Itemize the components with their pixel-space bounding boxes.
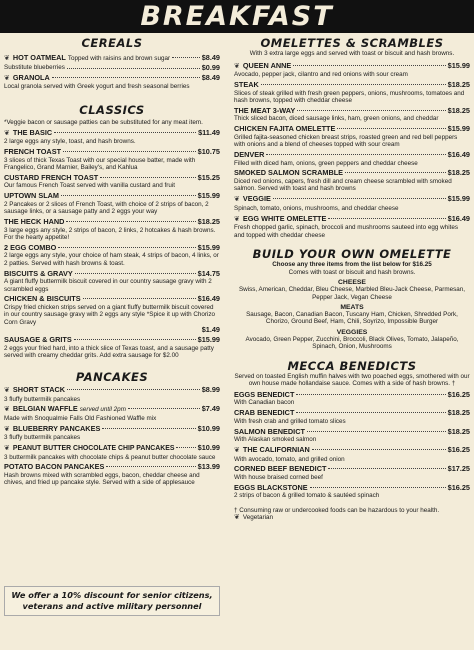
item-name: CHICKEN & BISCUITS [4,294,81,304]
leader-dots [128,408,200,409]
item-desc: 2 large eggs any style, your choice of ham steak, 4 strips of bacon, 4 links, or 2 patties. Served with hash browns & toast. [4,252,219,267]
item-name: CHICKEN FAJITA OMELETTE [234,124,336,134]
item-name: CRAB BENEDICT [234,408,295,418]
byo-group-title: MEATS [340,303,364,311]
leaf-icon: ❦ [234,514,240,522]
leaf-icon: ❦ [4,129,10,137]
discount-line-2: veterans and active military personnel [22,600,202,611]
item-price: $15.25 [197,172,220,182]
item-desc: Local granola served with Greek yogurt and fresh seasonal berries [4,83,190,91]
item-desc: Fresh chopped garlic, spinach, broccoli and mushrooms sauteed into egg whites and topped with cheddar cheese [234,224,459,239]
item-price: $16.49 [447,213,470,223]
item-name: BELGIAN WAFFLE [12,404,78,414]
item-name: UPTOWN SLAM [4,191,59,201]
item-desc: Filled with diced ham, onions, green peppers and cheddar cheese [234,159,418,167]
section-title-cereals: CEREALS [81,36,143,50]
leader-dots [66,221,195,222]
item-price: $8.49 [201,72,220,82]
item-desc: With Canadian bacon [234,399,295,407]
footnotes [234,507,470,522]
section-note: Choose any three items from the list below for $16.25 [272,260,432,268]
leader-dots [74,339,196,340]
item-name: 2 EGG COMBO [4,242,57,252]
menu-item [4,148,220,171]
leaf-icon: ❦ [234,446,240,454]
item-desc: Made with Snoqualmie Falls Old Fashioned Waffle mix [4,414,157,422]
item-desc: With Alaskan smoked salmon [234,436,317,444]
leader-dots [83,298,196,299]
section-note: *Veggie bacon or sausage patties can be substituted for any meat item. [4,118,203,126]
leaf-icon: ❦ [4,386,10,394]
menu-item [234,169,470,192]
item-price: $8.99 [201,384,220,394]
byo-group-items: Swiss, American, Cheddar, Bleu Cheese, Marbled Bleu-Jack Cheese, Parmesan, Pepper Jack, Vegan Cheese [238,286,466,301]
leader-dots [345,172,446,173]
item-name: CUSTARD FRENCH TOAST [4,172,99,182]
section-title-benedicts: MECCA BENEDICTS [287,358,417,373]
item-name: POTATO BACON PANCAKES [4,462,105,472]
leaf-icon: ❦ [4,445,10,453]
section-title-classics: CLASSICS [79,102,145,117]
menu-item [4,336,220,359]
item-name: BISCUITS & GRAVY [4,268,73,278]
item-price: $18.25 [197,216,220,226]
item-desc: 2 large eggs any style, toast, and hash browns. [4,138,136,146]
item-desc: Hash browns mixed with scrambled eggs, bacon, cheddar cheese and chives, and fried up pancake style. Served with a side of applesauce [4,472,200,487]
item-name: EGGS BENEDICT [234,389,295,399]
menu-item [4,192,220,215]
item-name: VEGGIE [242,194,271,204]
byo-group-items: Sausage, Bacon, Canadian Bacon, Tuscany Ham, Chicken, Shredded Pork, Chorizo, Ground Beef, Ham, Chili, Soyrizo, Impossible Burger [246,310,458,326]
item-desc: With fresh crab and grilled tomato slices [234,417,346,425]
menu-item [234,151,470,167]
item-desc: With avocado, tomato, and grilled onion [234,455,345,463]
item-name: SMOKED SALMON SCRAMBLE [234,168,344,178]
leader-dots [328,468,445,469]
leaf-icon: ❦ [234,215,240,223]
item-name: CORNED BEEF BENEDICT [234,464,327,474]
item-desc: Thick sliced bacon, diced sausage links, ham, green onions, and cheddar [234,115,439,123]
item-price: $13.99 [197,462,220,472]
leader-dots [52,77,200,78]
leader-dots [293,65,445,66]
leader-dots [266,154,445,155]
item-desc: A giant fluffy buttermilk biscuit covered in our country sausage gravy with 2 scrambled eggs [4,278,212,293]
leader-dots [67,389,200,390]
byo-group-title: VEGGIES [336,328,368,336]
menu-item [4,425,220,442]
item-price: $16.49 [447,149,470,159]
vegetarian-legend [234,514,470,522]
leader-dots [102,428,195,429]
leader-dots [297,110,445,111]
menu-item [234,391,470,407]
addon-price: $0.99 [201,62,220,72]
menu-item [4,270,220,293]
item-name: PEANUT BUTTER CHOCOLATE CHIP PANCAKES [12,445,175,453]
item-price: $15.99 [197,335,220,345]
item-price: $11.49 [198,127,220,137]
leader-dots [58,247,195,248]
item-name: FRENCH TOAST [4,146,62,156]
menu-item [4,444,220,461]
menu-item [234,484,470,500]
item-price: $15.99 [447,124,470,134]
right-column [234,36,470,522]
item-desc: Crispy fried chicken strips served on a giant fluffy buttermilk biscuit covered in our country sausage gravy with 2 eggs any style *Spice it up with Chorizo Corn Gravy [4,303,216,326]
leaf-icon: ❦ [4,425,10,433]
discount-notice [4,586,220,616]
menu-item [4,295,220,333]
menu-header [0,0,474,33]
menu-item [234,428,470,444]
item-desc: 3 fluffy buttermilk pancakes [4,434,81,442]
menu-item [4,463,220,486]
vegetarian-label: Vegetarian [242,514,273,522]
byo-group-items: Avocado, Green Pepper, Zucchini, Broccoli, Black Olives, Tomato, Jalapeño, Spinach, Onion, Mushrooms [245,335,459,351]
leader-dots [61,195,196,196]
item-price: $10.99 [197,443,220,453]
item-desc: With house braised corned beef [234,473,323,481]
item-price: $16.25 [447,444,470,454]
item-price: $18.25 [447,105,470,115]
item-price: $16.25 [447,389,470,399]
leaf-icon: ❦ [234,196,240,204]
section-title-omelettes: OMELETTES & SCRAMBLES [260,36,444,50]
menu-item [234,215,470,239]
leader-dots [176,447,195,448]
item-price: $15.99 [197,242,220,252]
item-name: STEAK [234,79,259,89]
item-desc: Diced red onions, capers, fresh dill and cream cheese scrambled with smoked salmon. Served with toast and hash browns [234,177,452,193]
section-note: Comes with toast or biscuit and hash browns. [288,268,416,276]
menu-item [234,446,470,463]
leader-dots [172,57,200,58]
item-price: $18.25 [447,426,470,436]
item-desc: 3 large eggs any style, 2 strips of bacon, 2 links, 2 hotcakes & hash browns. For the hearty appetite! [4,226,216,241]
menu-item [4,174,220,190]
menu-item [4,218,220,241]
item-name: EGGS BLACKSTONE [234,482,308,492]
item-desc: Spinach, tomato, onions, mushrooms, and cheddar cheese [234,204,399,212]
item-price: $10.75 [197,146,220,156]
leader-dots [328,218,445,219]
item-price: $16.49 [197,294,220,304]
section-title-pancakes: PANCAKES [75,369,149,384]
leader-dots [310,487,446,488]
item-name: DENVER [234,149,265,159]
leader-dots [296,394,445,395]
item-price: $17.25 [447,464,470,474]
menu-item [234,465,470,481]
item-price: $16.25 [447,482,470,492]
menu-item [234,409,470,425]
item-price: $18.25 [447,79,470,89]
menu-item [234,195,470,212]
leader-dots [261,84,446,85]
item-name: SALMON BENEDICT [234,426,305,436]
item-name: HOT OATMEAL [12,53,66,62]
item-name: THE HECK HAND [4,216,65,226]
item-inline-desc: Topped with raisins and brown sugar [67,55,171,62]
discount-line-1: We offer a 10% discount for senior citizens, [11,590,213,600]
section-title-build-your-own: BUILD YOUR OWN OMELETTE [252,246,452,261]
leader-dots [75,273,196,274]
item-addon: Substitute blueberries [4,63,65,71]
menu-item [234,107,470,123]
item-desc: 2 eggs your fried hard, into a thick slice of Texas toast, and a sausage patty served with creamy cheddar grits. Add extra sausage for $2.00 [4,344,214,360]
item-price: $15.99 [447,194,470,204]
leader-dots [307,431,446,432]
item-name: THE MEAT 3-WAY [234,105,296,115]
menu-item [4,129,220,146]
item-desc: Avocado, pepper jack, cilantro and red onions with sour cream [234,71,408,79]
item-name: GRANOLA [12,72,50,82]
item-name: SHORT STACK [12,384,66,394]
menu-item [4,244,220,267]
item-price: $14.75 [197,268,220,278]
item-name: BLUEBERRY PANCAKES [12,423,101,433]
leaf-icon: ❦ [4,406,10,414]
item-desc: 3 buttermilk pancakes with chocolate chips & peanut butter chocolate sauce [4,453,216,461]
item-desc: Grilled fajita-seasoned chicken breast strips, roasted green and red bell peppers with onions and a blend of cheeses topped with sour cream [234,133,458,149]
item-price: $18.25 [447,408,470,418]
menu-item [4,386,220,403]
leaf-icon: ❦ [4,55,10,62]
item-price: $7.49 [201,404,220,414]
leader-dots [273,198,446,199]
addon-price: $1.49 [201,325,220,335]
item-price: $10.99 [197,423,220,433]
item-price: $8.49 [201,53,220,62]
section-note: Served on toasted English muffin halves with two poached eggs, smothered with our own house made hollandaise sauce. Comes with a side of hash browns. † [234,372,470,388]
item-desc: 3 fluffy buttermilk pancakes [4,395,81,403]
menu-item [4,74,220,91]
item-desc: Our famous French Toast served with vanilla custard and fruit [4,182,176,190]
leaf-icon: ❦ [4,74,10,82]
item-price: $15.99 [197,191,220,201]
section-note: With 3 extra large eggs and served with toast or biscuit and hash browns. [249,50,455,57]
page-title: BREAKFAST [140,1,334,32]
item-price: $15.99 [447,60,470,70]
menu-item [234,62,470,79]
leader-dots [100,177,195,178]
item-name: THE BASIC [12,127,53,137]
menu-item [4,54,220,71]
item-desc: 2 Pancakes or 2 slices of French Toast, with choice of 2 strips of bacon, 2 sausage links, or a sausage patty and 2 eggs your way [4,200,209,216]
item-inline-desc: served until 2pm [79,406,126,414]
leader-dots [337,128,445,129]
left-column [4,36,220,487]
item-desc: 3 slices of thick Texas Toast with our special house batter, made with Frangelico, Grand Marnier, Bailey's, and Kahlua [4,156,196,171]
leader-dots [67,62,200,70]
item-name: SAUSAGE & GRITS [4,335,72,345]
leader-dots [106,466,195,467]
item-name: EGG WHITE OMELETTE [242,213,327,223]
byo-group-title: CHEESE [338,279,366,287]
leader-dots [312,449,446,450]
leaf-icon: ❦ [234,62,240,70]
menu-item [4,405,220,422]
item-desc: Slices of steak grilled with fresh green peppers, onions, mushrooms, tomatoes and hash browns, topped with cheddar cheese [234,89,465,104]
menu-item [234,81,470,104]
menu-item [234,125,470,148]
item-desc: 2 strips of bacon & grilled tomato & sautéed spinach [234,492,380,500]
raw-food-warning: † Consuming raw or undercooked foods can be hazardous to your health. [234,506,440,514]
leader-dots [54,132,196,133]
item-price: $18.25 [447,168,470,178]
item-name: THE CALIFORNIAN [242,444,310,454]
item-name: QUEEN ANNE [242,60,292,70]
leader-dots [63,151,196,152]
leader-dots [296,412,445,413]
